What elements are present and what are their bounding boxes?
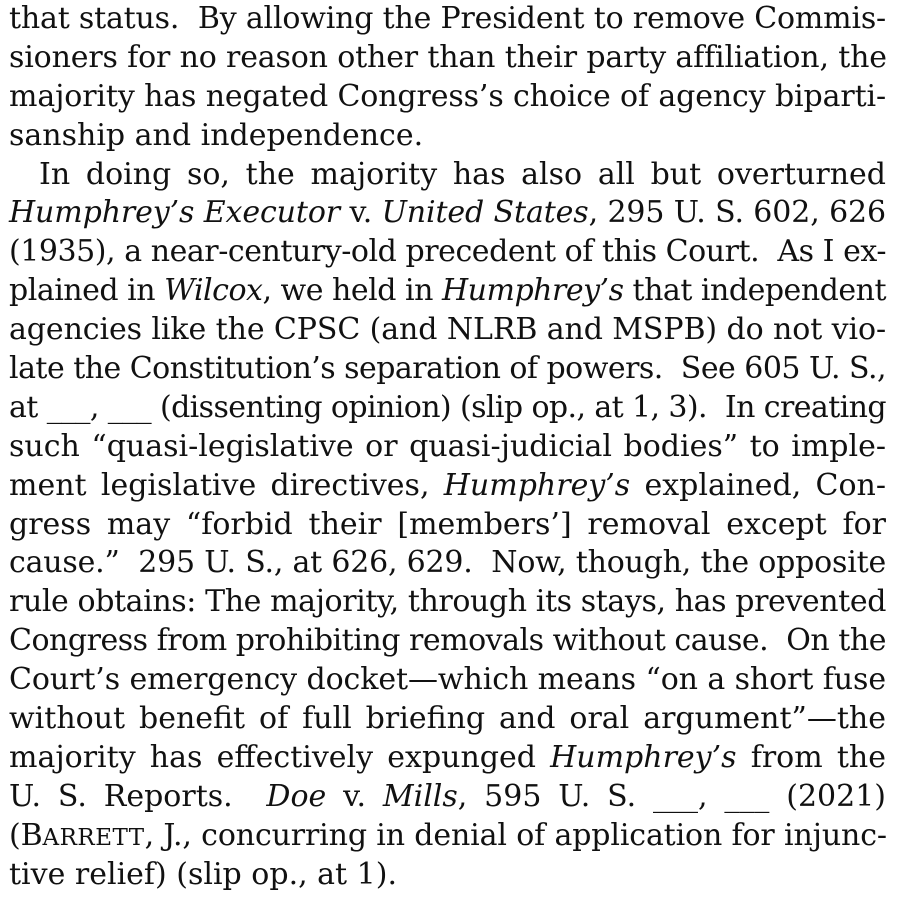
text-line: gress may “forbid their [members’] removal except for [9, 506, 886, 542]
case-name-italic: Humphrey’s [550, 739, 737, 775]
text-line: (BARRETT, J., concurring in denial of application for injunc- [9, 817, 887, 853]
text-line: agencies like the CPSC (and NLRB and MSPB) do not vio- [9, 312, 887, 348]
case-name-italic: Mills [382, 778, 458, 814]
text-line: that status. By allowing the President to remove Commis- [9, 1, 886, 36]
case-name-italic: United States [381, 195, 589, 231]
opinion-text-page [9, 0, 886, 894]
text-line: Humphrey’s Executor v. United States, 295 U. S. 602, 626 [9, 195, 886, 231]
case-name-italic: Humphrey’s [443, 467, 631, 503]
text-line: Congress from prohibiting removals without cause. On the [9, 623, 886, 659]
text-line: such “quasi-legislative or quasi-judicial bodies” to imple- [9, 428, 886, 464]
text-line: rule obtains: The majority, through its stays, has prevented [9, 584, 886, 620]
text-line: late the Constitution’s separation of powers. See 605 U. S., [9, 351, 886, 387]
text-line: tive relief) (slip op., at 1). [9, 856, 397, 892]
text-line: sioners for no reason other than their party affiliation, the [9, 39, 887, 75]
text-line: without benefit of full briefing and oral argument”—the [9, 701, 886, 737]
paragraph-2 [9, 156, 886, 895]
text-line: ment legislative directives, Humphrey’s explained, Con- [9, 467, 886, 503]
case-name-italic: Humphrey’s [441, 273, 624, 309]
text-line: majority has negated Congress’s choice of agency biparti- [9, 78, 886, 114]
text-line: plained in Wilcox, we held in Humphrey’s that independent [9, 273, 887, 309]
text-line: (1935), a near-century-old precedent of this Court. As I ex- [9, 234, 886, 270]
text-line: sanship and independence. [9, 117, 424, 153]
text-line: cause.” 295 U. S., at 626, 629. Now, though, the opposite [9, 545, 886, 581]
small-caps-name: ARRETT [42, 824, 145, 851]
case-name-italic: Humphrey’s Executor [9, 195, 341, 231]
text-line: at ___, ___ (dissenting opinion) (slip op., at 1, 3). In creating [9, 389, 887, 425]
text-line: Court’s emergency docket—which means “on a short fuse [9, 662, 886, 698]
case-name-italic: Doe [266, 778, 327, 814]
text-line: In doing so, the majority has also all but overturned [39, 156, 886, 192]
text-line: U. S. Reports. Doe v. Mills, 595 U. S. ___, ___ (2021) [9, 778, 886, 814]
paragraph-1 [9, 0, 886, 156]
case-name-italic: Wilcox [164, 273, 263, 309]
text-line: majority has effectively expunged Humphrey’s from the [9, 739, 886, 775]
